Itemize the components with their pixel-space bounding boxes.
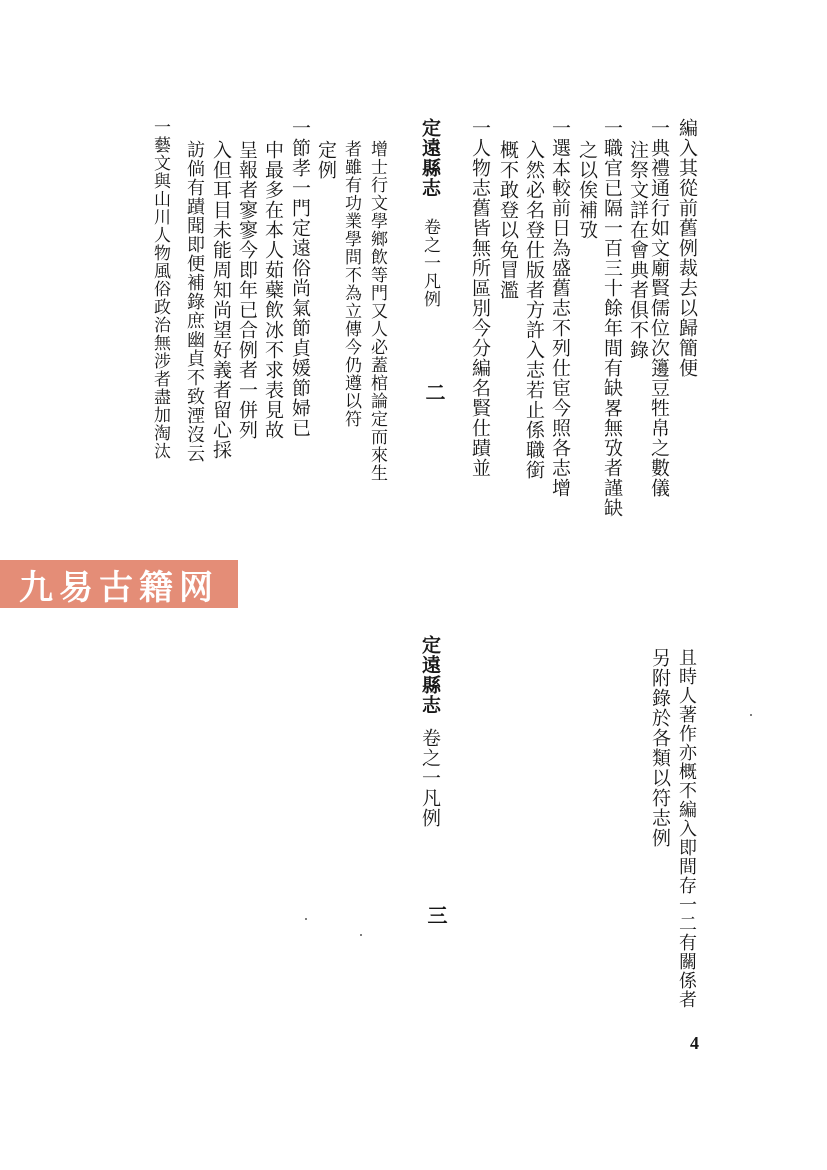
upper-footer-volume: 卷之一凡例 [420, 218, 440, 308]
upper-col-13: 一節孝一門定遠俗尚氣節貞媛節婦已 [289, 118, 311, 438]
upper-col-3: 注祭文詳在會典者俱不錄 [627, 140, 649, 360]
scan-speck [360, 934, 362, 936]
watermark-text: 九易古籍网 [19, 567, 219, 608]
lower-col-2: 另附錄於各類以符志例 [649, 648, 671, 848]
page-number: 4 [690, 1033, 699, 1053]
upper-footer-page: 二 [422, 382, 446, 403]
lower-footer-page: 三 [424, 905, 448, 926]
upper-col-11: 者雖有功業學問不為立傳今仍遵以符 [341, 140, 361, 428]
upper-col-12: 定例 [315, 140, 337, 180]
lower-col-1: 且時人著作亦概不編入即間存一二有關係者 [676, 648, 697, 1009]
upper-col-16: 入但耳目未能周知尚望好義者留心採 [210, 140, 232, 460]
upper-col-1: 編入其從前舊例裁去以歸簡便 [676, 118, 698, 378]
upper-col-5: 之以俟補攷 [576, 140, 598, 240]
upper-col-18: 一藝文與山川人物風俗政治無涉者盡加淘汰 [150, 118, 170, 460]
lower-footer-volume: 卷之一凡例 [419, 728, 441, 828]
lower-footer-title: 定遠縣志 [419, 635, 441, 715]
upper-col-14: 中最多在本人茹蘗飲冰不求表見故 [262, 140, 284, 440]
watermark-banner [0, 560, 238, 608]
upper-col-4: 一職官已隔一百三十餘年間有缺畧無攷者謹缺 [601, 118, 623, 518]
upper-col-7: 入然必名登仕版者方許入志若止係職銜 [523, 140, 545, 480]
upper-col-8: 概不敢登以免冒濫 [497, 140, 519, 300]
upper-col-17: 訪倘有蹟聞即便補錄庶幽貞不致湮沒云 [184, 140, 205, 463]
scan-speck [750, 714, 752, 716]
upper-col-15: 呈報者寥寥今即年已合例者一併列 [236, 140, 258, 440]
upper-col-9: 一人物志舊皆無所區別今分編名賢仕蹟並 [469, 118, 491, 478]
upper-footer-title: 定遠縣志 [419, 118, 441, 198]
upper-col-6: 一選本較前日為盛舊志不列仕宦今照各志增 [549, 118, 571, 498]
upper-col-10: 增士行文學鄉飲等門又人必蓋棺論定而來生 [367, 140, 387, 482]
upper-col-2: 一典禮通行如文廟賢儒位次籩豆牲帛之數儀 [648, 118, 670, 498]
scan-speck [305, 918, 307, 920]
